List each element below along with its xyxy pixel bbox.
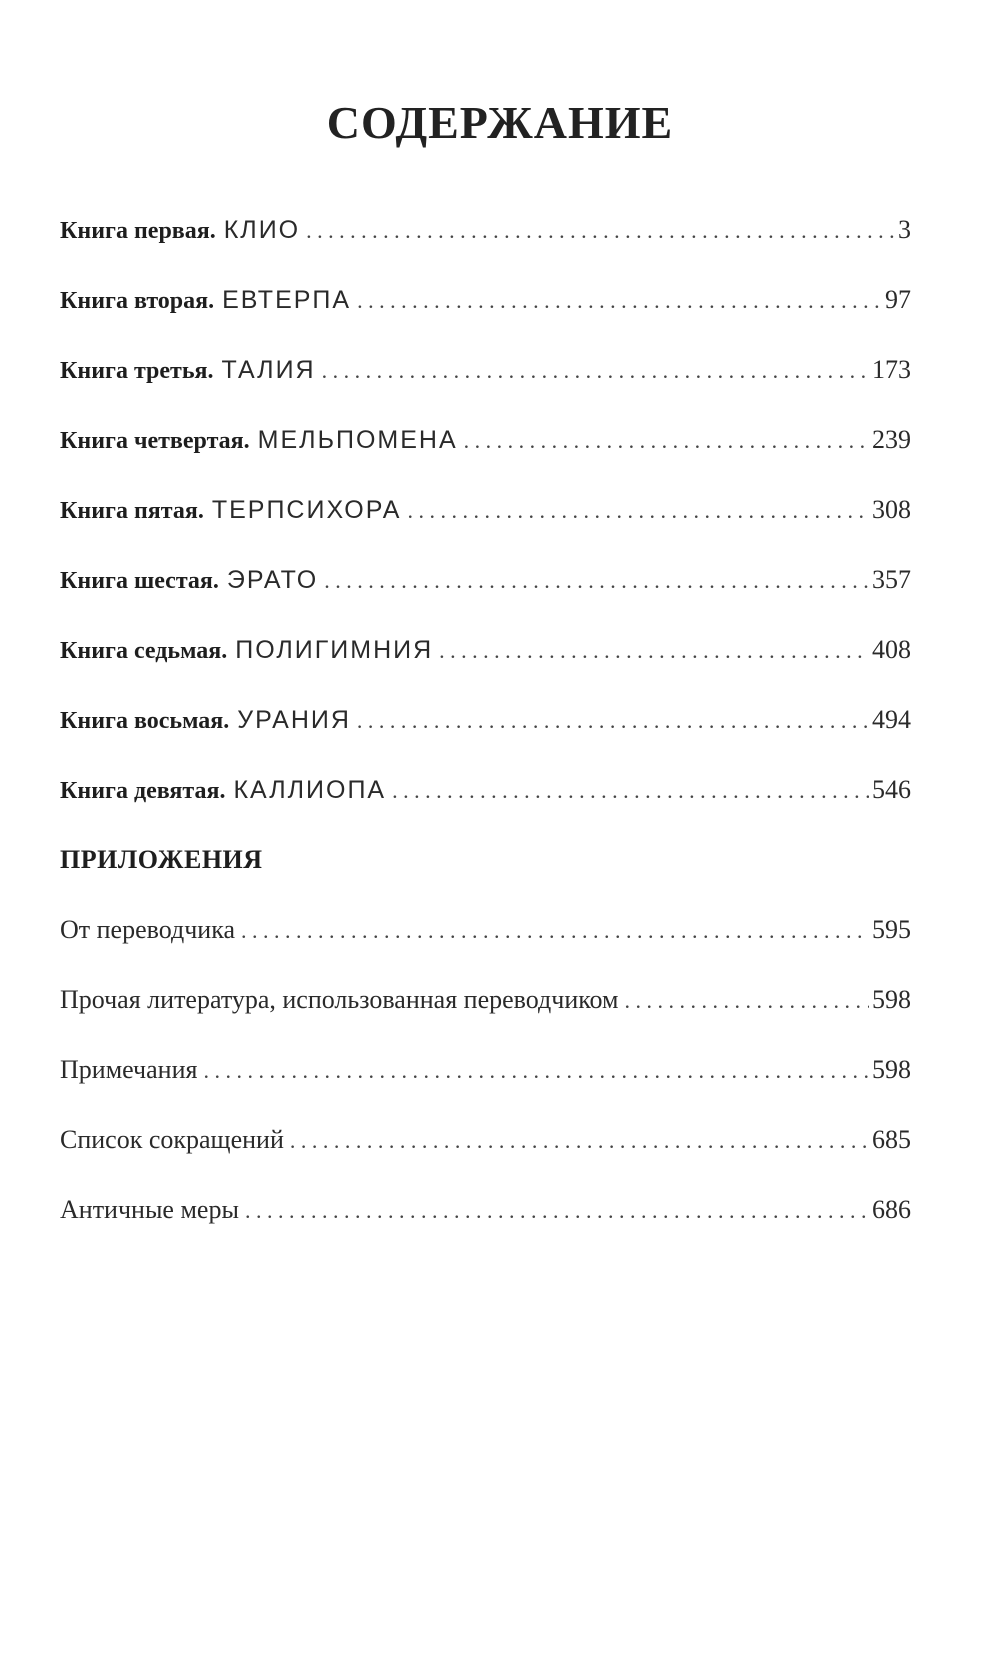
book-name: КАЛЛИОПА xyxy=(233,776,387,804)
book-name: ТЕРПСИХОРА xyxy=(211,496,402,524)
page-number: 408 xyxy=(872,635,911,664)
dot-leader xyxy=(306,218,895,244)
book-label: Книга восьмая. xyxy=(60,708,230,734)
page-number: 598 xyxy=(872,985,911,1014)
appendix-heading: ПРИЛОЖЕНИЯ xyxy=(60,845,263,874)
entry-label: От переводчика xyxy=(60,915,235,944)
book-name: ПОЛИГИМНИЯ xyxy=(235,636,434,664)
page-number: 595 xyxy=(872,915,911,944)
dot-leader xyxy=(290,1128,869,1154)
book-label: Книга первая. xyxy=(60,218,216,244)
page-number: 239 xyxy=(872,425,911,454)
page-title: СОДЕРЖАНИЕ xyxy=(326,97,674,148)
book-label: Книга третья. xyxy=(60,358,214,384)
dot-leader xyxy=(625,988,869,1014)
toc-entry-ancient-measures[interactable] xyxy=(60,1195,911,1265)
dot-leader xyxy=(407,498,869,524)
toc-entry-book-4[interactable] xyxy=(60,425,911,495)
dot-leader xyxy=(322,358,869,384)
toc-entry-book-6[interactable] xyxy=(60,565,911,635)
page-number: 546 xyxy=(872,775,911,804)
page-number: 685 xyxy=(872,1125,911,1154)
page-number: 357 xyxy=(872,565,911,594)
toc-entry-book-2[interactable] xyxy=(60,285,911,355)
toc-entry-notes[interactable] xyxy=(60,1055,911,1125)
toc-entry-book-9[interactable] xyxy=(60,775,911,845)
book-name: ЭРАТО xyxy=(226,566,319,594)
page-number: 97 xyxy=(885,285,911,314)
page-number: 308 xyxy=(872,495,911,524)
book-name: ЕВТЕРПА xyxy=(222,286,352,314)
book-name: ТАЛИЯ xyxy=(221,356,316,384)
page-number: 173 xyxy=(872,355,911,384)
entry-label: Список сокращений xyxy=(60,1125,284,1154)
book-label: Книга четвертая. xyxy=(60,428,250,454)
toc-entry-book-1[interactable] xyxy=(60,215,911,285)
book-name: УРАНИЯ xyxy=(237,706,351,734)
book-label: Книга вторая. xyxy=(60,288,215,314)
table-of-contents xyxy=(60,215,911,1265)
book-label: Книга пятая. xyxy=(60,498,204,524)
book-label: Книга девятая. xyxy=(60,778,226,804)
dot-leader xyxy=(245,1198,869,1224)
page-number: 3 xyxy=(898,215,911,244)
page-number: 494 xyxy=(872,705,911,734)
dot-leader xyxy=(324,568,869,594)
dot-leader xyxy=(241,918,869,944)
page-number: 598 xyxy=(872,1055,911,1084)
toc-entry-abbreviations[interactable] xyxy=(60,1125,911,1195)
toc-entry-book-7[interactable] xyxy=(60,635,911,705)
toc-entry-other-literature[interactable] xyxy=(60,985,911,1055)
entry-label: Прочая литература, использованная переводчиком xyxy=(60,985,619,1014)
entry-label: Античные меры xyxy=(60,1195,239,1224)
page-number: 686 xyxy=(872,1195,911,1224)
entry-label: Примечания xyxy=(60,1055,198,1084)
dot-leader xyxy=(357,708,869,734)
toc-entry-book-5[interactable] xyxy=(60,495,911,565)
book-name: МЕЛЬПОМЕНА xyxy=(257,426,458,454)
dot-leader xyxy=(203,1058,869,1084)
book-label: Книга седьмая. xyxy=(60,638,228,664)
book-name: КЛИО xyxy=(223,216,301,244)
dot-leader xyxy=(357,288,882,314)
toc-entry-book-3[interactable] xyxy=(60,355,911,425)
book-label: Книга шестая. xyxy=(60,568,219,594)
toc-entry-book-8[interactable] xyxy=(60,705,911,775)
dot-leader xyxy=(392,778,869,804)
toc-entry-translator-note[interactable] xyxy=(60,915,911,985)
dot-leader xyxy=(439,638,869,664)
dot-leader xyxy=(464,428,869,454)
